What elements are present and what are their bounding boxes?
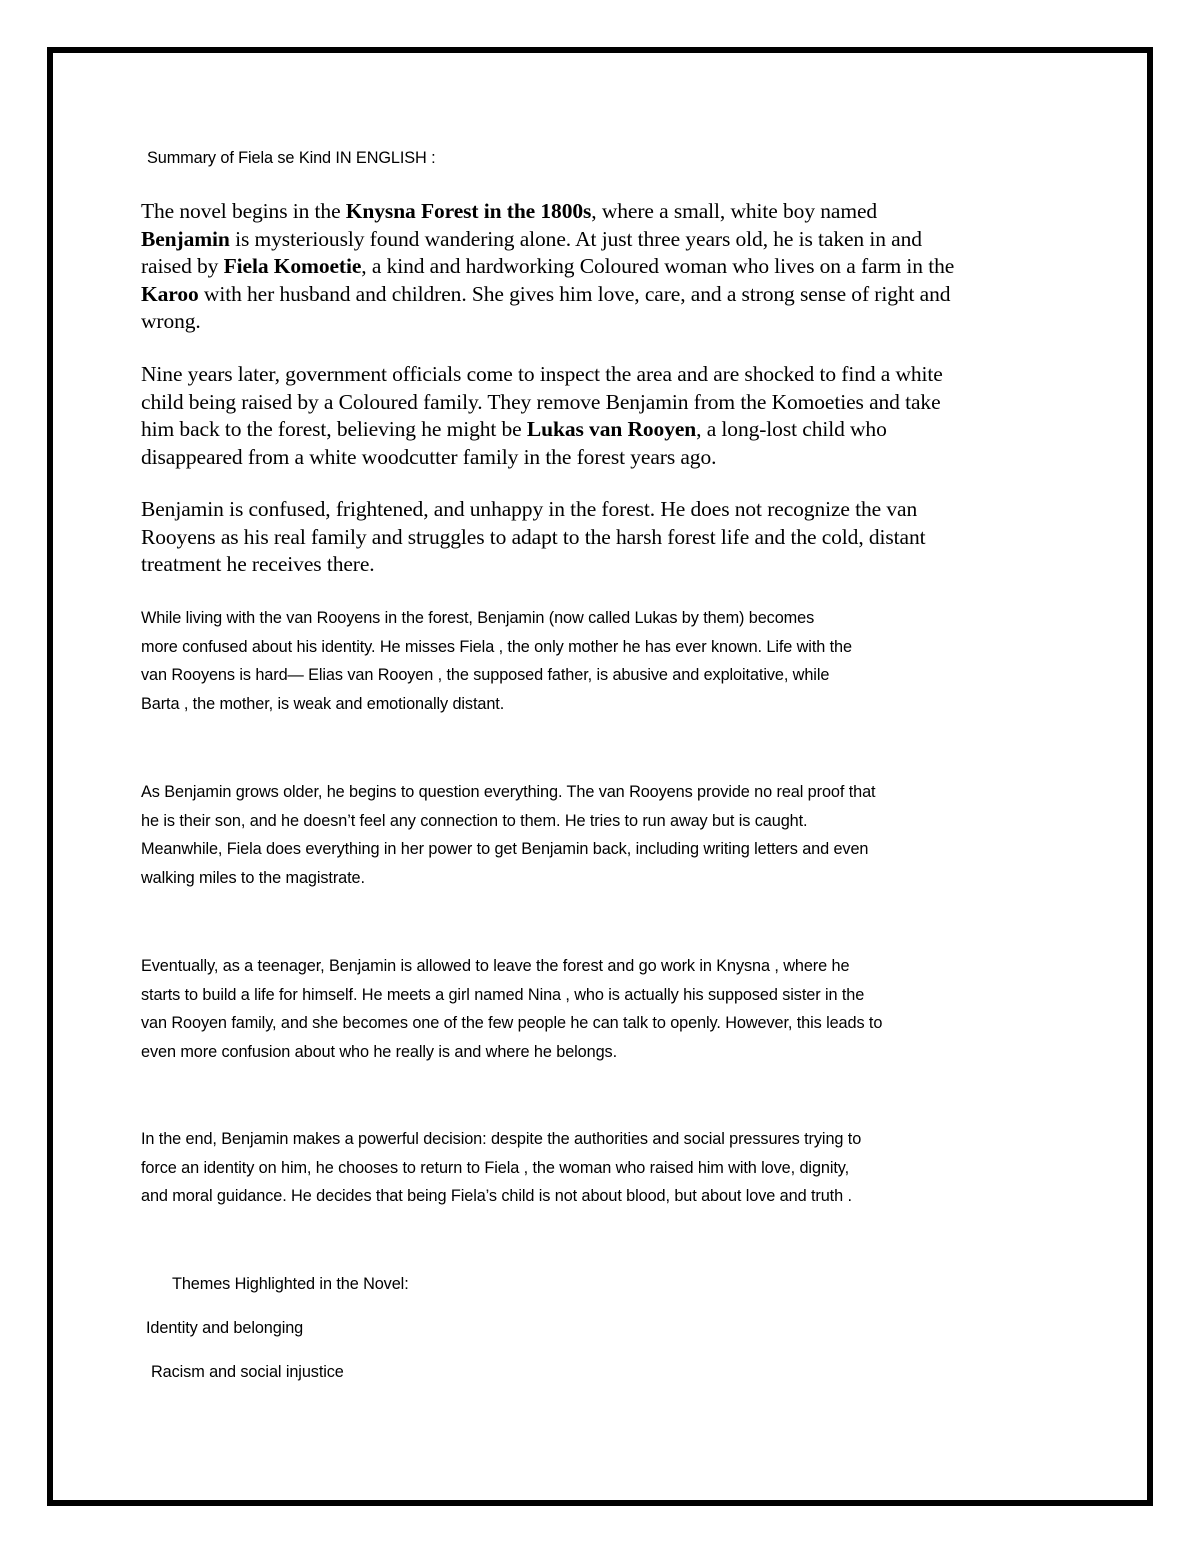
paragraph-5 — [141, 778, 1071, 892]
p7-line-3: and moral guidance. He decides that being Fiela’s child is not about blood, but about love and truth . — [141, 1187, 852, 1205]
p1-line-2: Benjamin is mysteriously found wandering alone. At just three years old, he is taken in and — [141, 226, 922, 251]
p4-line-4: Barta , the mother, is weak and emotionally distant. — [141, 694, 505, 713]
p2-line-3: him back to the forest, believing he might be Lukas van Rooyen, a long-lost child who — [141, 417, 887, 441]
p7-line-1: In the end, Benjamin makes a powerful decision: despite the authorities and social pressures trying to — [141, 1130, 862, 1148]
theme-item-identity: Identity and belonging — [146, 1319, 304, 1337]
paragraph-7 — [141, 1125, 1071, 1211]
paragraph-3 — [141, 496, 1071, 579]
p3-line-3: treatment he receives there. — [141, 552, 375, 576]
p1-line-4: Karoo with her husband and children. She gives him love, care, and a strong sense of right and — [141, 281, 951, 306]
p6-line-1: Eventually, as a teenager, Benjamin is allowed to leave the forest and go work in Knysna , where he — [141, 957, 850, 975]
p3-line-1: Benjamin is confused, frightened, and unhappy in the forest. He does not recognize the van — [141, 497, 918, 521]
p2-line-2: child being raised by a Coloured family. They remove Benjamin from the Komoeties and take — [141, 389, 941, 414]
p1-line-5: wrong. — [141, 309, 201, 333]
p4-line-2: more confused about his identity. He misses Fiela , the only mother he has ever known. Life with the — [141, 637, 852, 656]
p6-line-3: van Rooyen family, and she becomes one of the few people he can talk to openly. However, this leads to — [141, 1014, 883, 1032]
p4-line-3: van Rooyens is hard— Elias van Rooyen , the supposed father, is abusive and exploitative, while — [141, 666, 830, 684]
p6-line-4: even more confusion about who he really is and where he belongs. — [141, 1042, 618, 1061]
paragraph-1 — [141, 198, 1071, 336]
p1-line-1: The novel begins in the Knysna Forest in the 1800s, where a small, white boy named — [141, 199, 878, 223]
p5-line-1: As Benjamin grows older, he begins to question everything. The van Rooyens provide no real proof that — [141, 783, 876, 801]
p5-line-3: Meanwhile, Fiela does everything in her power to get Benjamin back, including writing letters and even — [141, 840, 869, 858]
theme-item — [151, 1358, 1081, 1387]
title-text: Summary of Fiela se Kind IN ENGLISH : — [147, 149, 436, 167]
theme-item-racism: Racism and social injustice — [151, 1363, 344, 1381]
themes-heading — [172, 1270, 1102, 1299]
p3-line-2: Rooyens as his real family and struggles to adapt to the harsh forest life and the cold, distant — [141, 524, 926, 549]
p1-line-3: raised by Fiela Komoetie, a kind and hardworking Coloured woman who lives on a farm in the — [141, 254, 955, 278]
p4-line-1: While living with the van Rooyens in the forest, Benjamin (now called Lukas by them) becomes — [141, 609, 815, 627]
p6-line-2: starts to build a life for himself. He meets a girl named Nina , who is actually his supposed sister in the — [141, 985, 865, 1004]
p2-line-1: Nine years later, government officials come to inspect the area and are shocked to find a white — [141, 362, 943, 386]
document-title — [147, 144, 1077, 173]
p7-line-2: force an identity on him, he chooses to return to Fiela , the woman who raised him with love, dignity, — [141, 1158, 850, 1177]
p2-line-4: disappeared from a white woodcutter family in the forest years ago. — [141, 444, 717, 469]
themes-heading-text: Themes Highlighted in the Novel: — [172, 1275, 409, 1293]
theme-item — [146, 1314, 1076, 1343]
paragraph-4 — [141, 604, 1071, 718]
paragraph-2 — [141, 361, 1071, 471]
p5-line-4: walking miles to the magistrate. — [141, 868, 365, 887]
p5-line-2: he is their son, and he doesn’t feel any connection to them. He tries to run away but is caught. — [141, 811, 808, 830]
paragraph-6 — [141, 952, 1071, 1066]
